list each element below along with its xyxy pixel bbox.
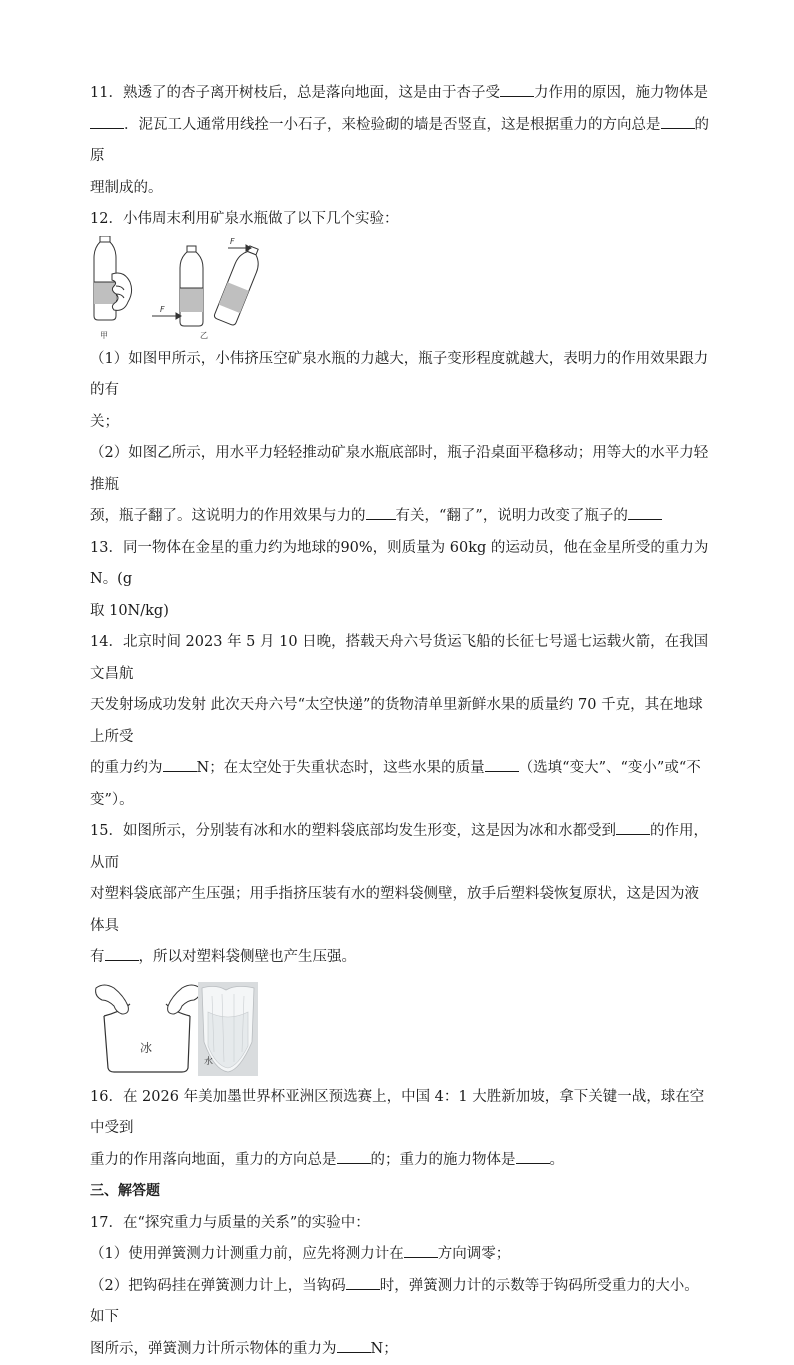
answer-blank[interactable] (90, 113, 124, 129)
q16-line2a: 重力的作用落向地面，重力的方向总是 (90, 1152, 337, 1168)
q15-line3b: ，所以对塑料袋侧壁也产生压强。 (139, 949, 357, 965)
question-11 (90, 78, 710, 204)
bottle-figure (90, 236, 710, 342)
q17-stem: 17．在“探究重力与质量的关系”的实验中： (90, 1208, 710, 1240)
plastic-bag-svg (90, 982, 260, 1078)
question-14 (90, 627, 710, 816)
q15-line3a: 有 (90, 949, 105, 965)
q14-line1: 14．北京时间 2023 年 5 月 10 日晚，搭载天舟六号货运飞船的长征七号遥七运载火箭，在我国文昌航 (90, 627, 710, 690)
q11-line1: 11．熟透了的杏子离开树枝后，总是落向地面，这是由于杏子受 (90, 85, 500, 101)
question-17 (90, 1208, 710, 1365)
answer-blank[interactable] (366, 504, 396, 520)
question-16 (90, 1082, 710, 1177)
force-label: F (160, 305, 165, 314)
q14-line3a: 的重力约为 (90, 760, 163, 776)
bottle-upright (180, 246, 203, 326)
figure-label-yi: 乙 (200, 331, 208, 340)
q12-part2-line2c: 有关，“翻了”，说明力改变了瓶子的 (396, 508, 628, 524)
answer-blank[interactable] (616, 819, 650, 835)
answer-blank[interactable] (105, 945, 139, 961)
q16-line1: 16．在 2026 年美加墨世界杯亚洲区预选赛上，中国 4：1 大胜新加坡，拿下关键一战，球在空中受到 (90, 1082, 710, 1145)
q17-part2c: 图所示，弹簧测力计所示物体的重力为 (90, 1341, 337, 1357)
answer-blank[interactable] (516, 1148, 550, 1164)
q14-line3b: N；在太空处于失重状态时，这些水果的质量 (197, 760, 485, 776)
q11-line3: 理制成的。 (90, 173, 710, 205)
q12-stem: 12．小伟周末利用矿泉水瓶做了以下几个实验： (90, 204, 710, 236)
q11-line1b: 力作用的原因，施力物体是 (534, 85, 708, 101)
section-heading: 三、解答题 (90, 1176, 710, 1208)
q13-line1: 13．同一物体在金星的重力约为地球的90%，则质量为 60kg 的运动员，他在金星所受的重力为 N。(g (90, 533, 710, 596)
force-label: F (230, 237, 235, 246)
plastic-bag-figure (90, 982, 710, 1082)
q16-line2c: 。 (550, 1152, 565, 1168)
question-12 (90, 204, 710, 533)
q17-part2d: N； (371, 1341, 398, 1357)
figure-label-jia: 甲 (100, 331, 108, 340)
q11-line2b: ．泥瓦工人通常用线拴一小石子，来检验砌的墙是否竖直，这是根据重力的方向总是 (124, 117, 661, 133)
q14-line2: 天发射场成功发射 此次天舟六号“太空快递”的货物清单里新鲜水果的质量约 70 千克，其在地球上所受 (90, 690, 710, 753)
answer-blank[interactable] (485, 756, 519, 772)
hand-icon (96, 985, 201, 1014)
q11-line2c: 的原 (90, 117, 709, 165)
answer-blank[interactable] (628, 504, 662, 520)
q16-line2b: 的；重力的施力物体是 (371, 1152, 516, 1168)
answer-blank[interactable] (337, 1148, 371, 1164)
q15-line1a: 15．如图所示，分别装有冰和水的塑料袋底部均发生形变，这是因为冰和水都受到 (90, 823, 616, 839)
q15-line1b: 的作用，从而 (90, 823, 708, 871)
document-page (90, 78, 710, 1365)
q12-part1-line2: 关； (90, 407, 710, 439)
water-label: 水 (204, 1055, 213, 1067)
bottle-figure-svg (90, 236, 280, 342)
q12-part2-line2: 颈，瓶子翻了。这说明力的作用效果与力的 (90, 508, 366, 524)
q17-part2b: 时，弹簧测力计的示数等于钩码所受重力的大小。如下 (90, 1278, 699, 1326)
q17-part2a: （2）把钩码挂在弹簧测力计上，当钩码 (90, 1278, 346, 1294)
hand-icon (112, 273, 132, 310)
ice-bag (104, 1004, 190, 1072)
q15-line2: 对塑料袋底部产生压强；用手指挤压装有水的塑料袋侧壁，放手后塑料袋恢复原状，这是因为液体具 (90, 879, 710, 942)
answer-blank[interactable] (661, 113, 695, 129)
q12-part2-line1: （2）如图乙所示，用水平力轻轻推动矿泉水瓶底部时，瓶子沿桌面平稳移动；用等大的水平力轻推瓶 (90, 438, 710, 501)
q17-part1b: 方向调零； (438, 1246, 511, 1262)
question-15 (90, 816, 710, 1082)
answer-blank[interactable] (163, 756, 197, 772)
bottle-tilted (213, 243, 264, 326)
q13-line2: 取 10N/kg) (90, 596, 710, 628)
q17-part1a: （1）使用弹簧测力计测重力前，应先将测力计在 (90, 1246, 404, 1262)
answer-blank[interactable] (500, 81, 534, 97)
answer-blank[interactable] (404, 1242, 438, 1258)
ice-label: 冰 (140, 1040, 152, 1055)
force-arrow-bottom (152, 313, 181, 319)
q14-line3c: （选填“变大”、“变小”或“不变”）。 (90, 760, 701, 808)
question-13 (90, 533, 710, 628)
q12-part1-line1: （1）如图甲所示，小伟挤压空矿泉水瓶的力越大，瓶子变形程度就越大，表明力的作用效果跟力的有 (90, 344, 710, 407)
answer-blank[interactable] (346, 1274, 380, 1290)
answer-blank[interactable] (337, 1337, 371, 1353)
